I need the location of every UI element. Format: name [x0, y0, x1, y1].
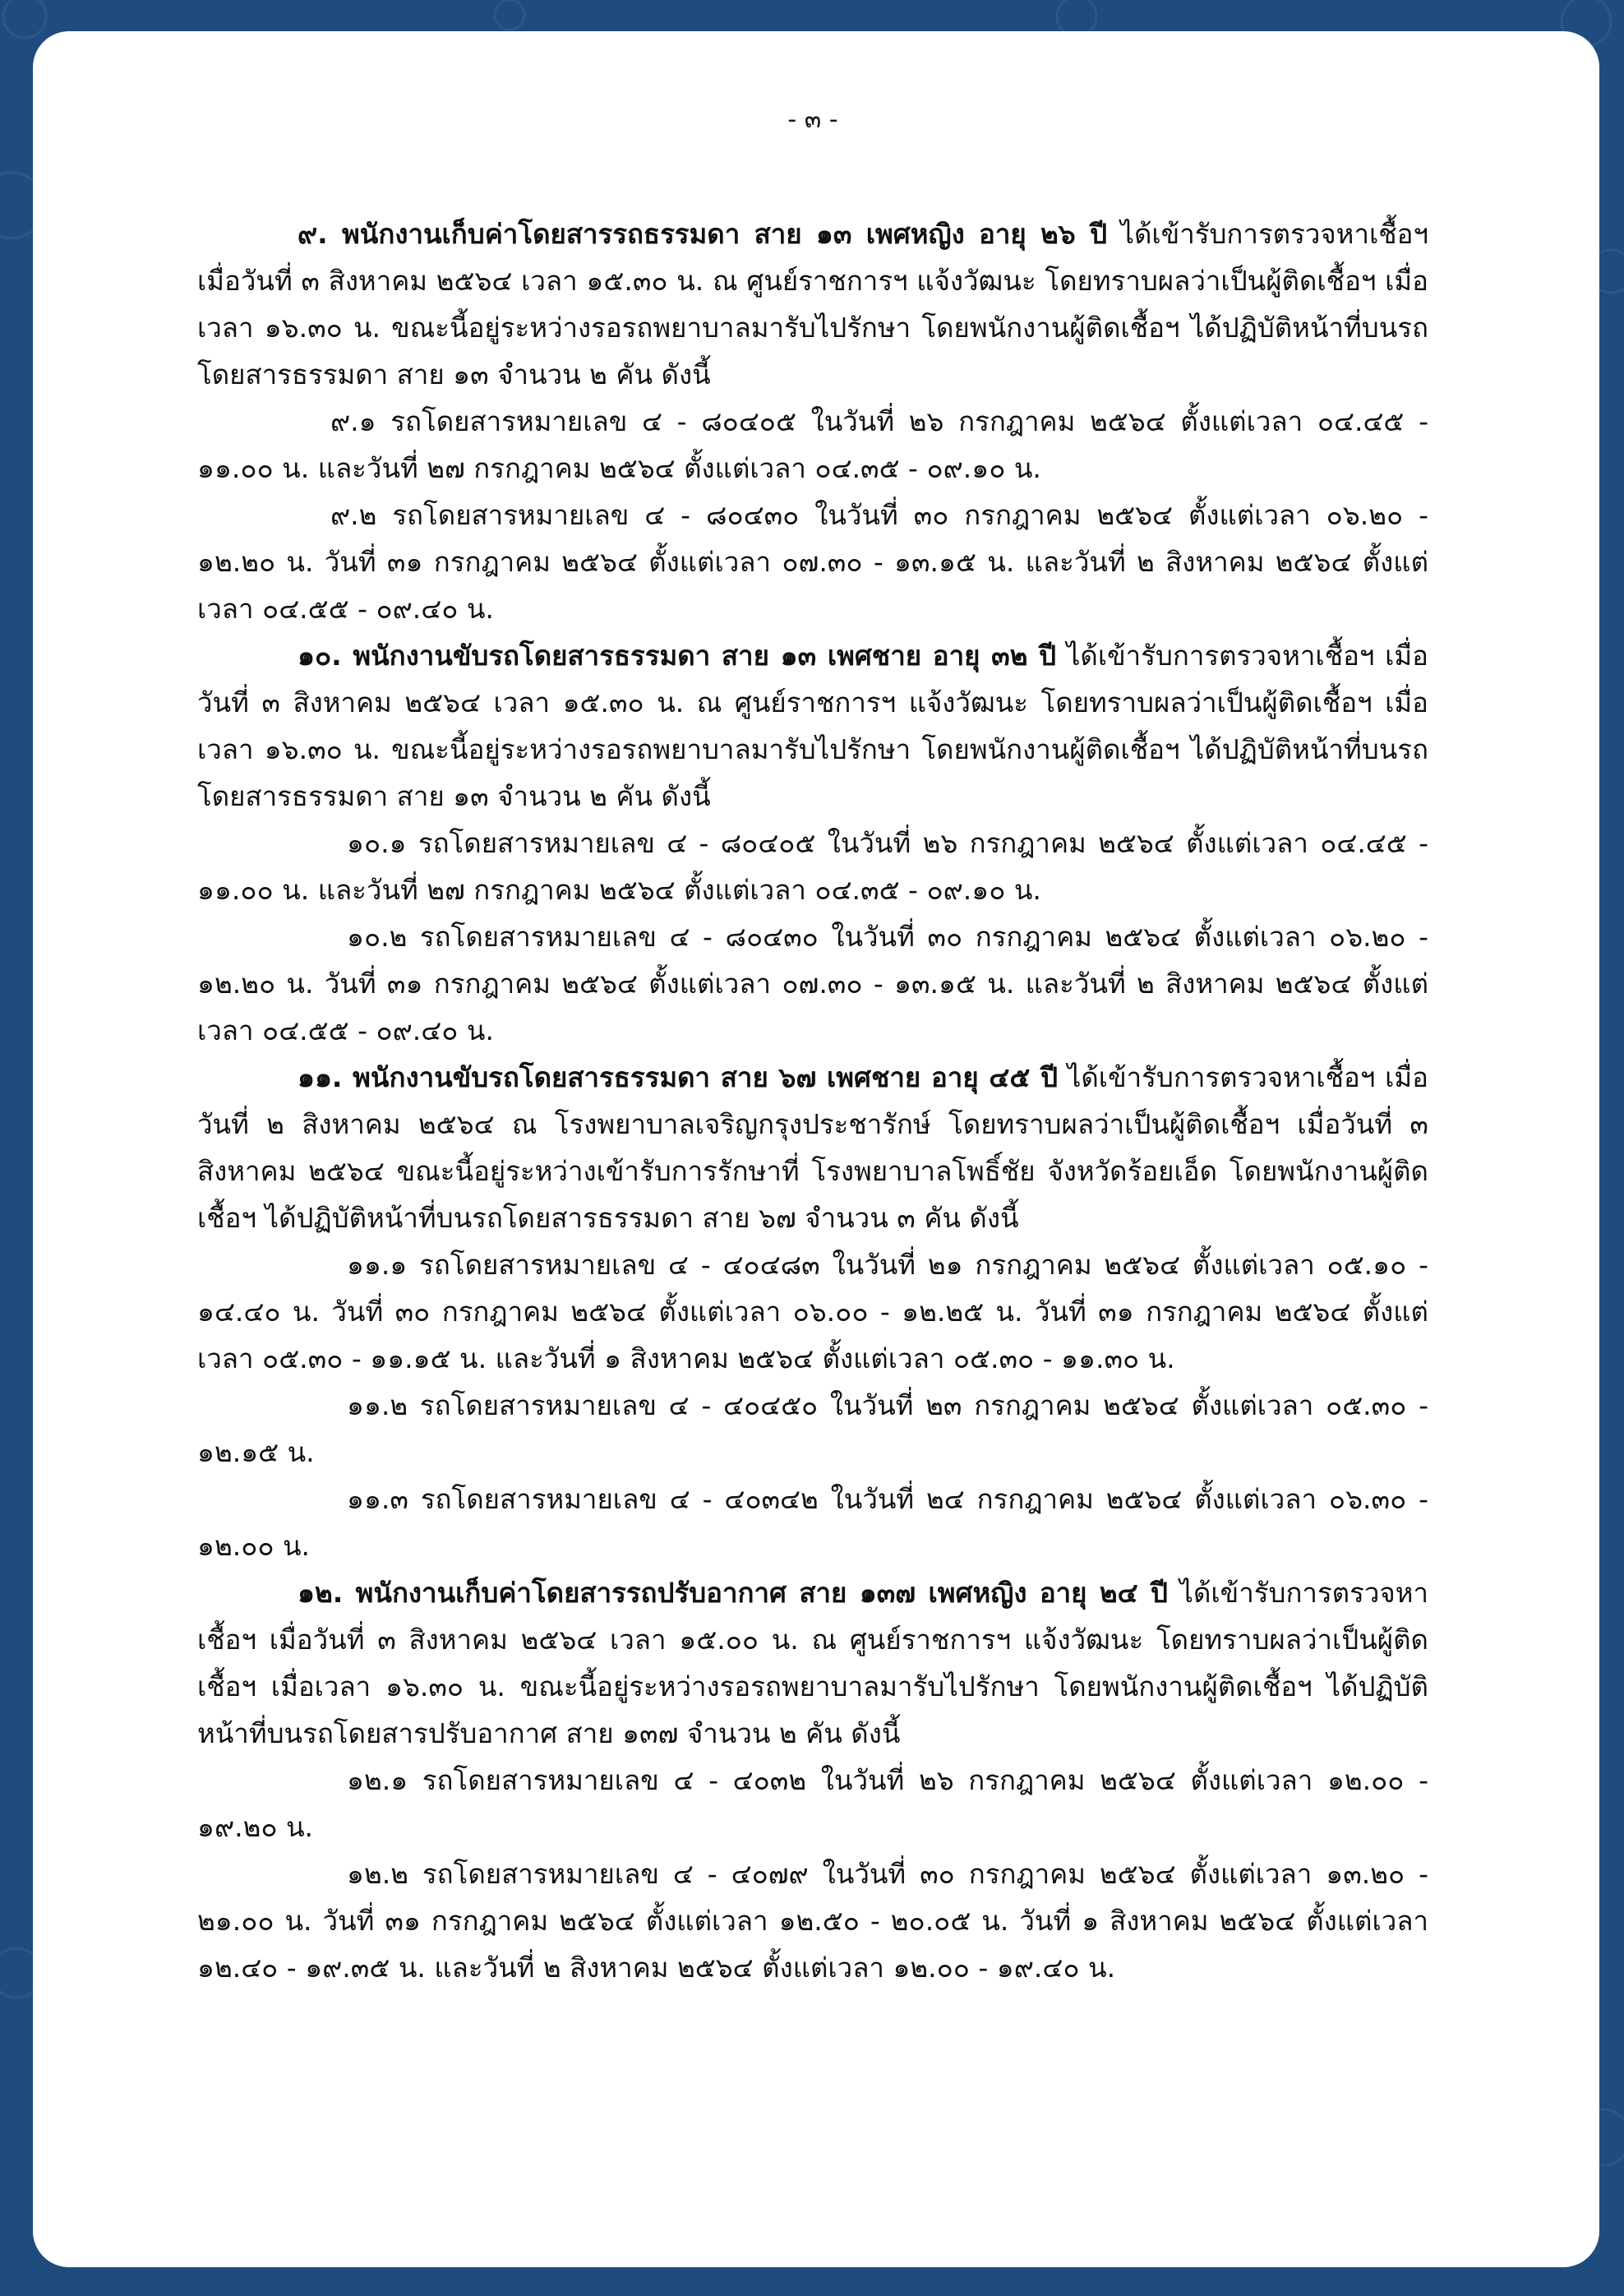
item-text: ได้เข้ารับการตรวจหาเชื้อฯ เมื่อวันที่ ๓ สิงหาคม ๒๕๖๔ เวลา ๑๕.๓๐ น. ณ ศูนย์ราชการฯ แจ้งวัฒนะ โดยทราบผลว่าเป็นผู้ติดเชื้อฯ เมื่อเวลา ๑๖.๓๐ น. ขณะนี้อยู่ระหว่างรอรถพยาบาลมารับไปรักษา โดยพนักงานผู้ติดเชื้อฯ ได้ปฏิบัติหน้าที่บนรถโดยสารธรรมดา สาย ๑๓ จำนวน ๒ คัน ดังนี้ — [197, 218, 1428, 390]
sub-item-9-1: ๙.๑ รถโดยสารหมายเลข ๔ - ๘๐๔๐๕ ในวันที่ ๒๖ กรกฎาคม ๒๕๖๔ ตั้งแต่เวลา ๐๔.๔๕ - ๑๑.๐๐ น. และวันที่ ๒๗ กรกฎาคม ๒๕๖๔ ตั้งแต่เวลา ๐๔.๓๕ - ๐๙.๑๐ น. — [197, 405, 1428, 484]
paragraph-item-9 — [197, 210, 1428, 398]
sub-item-12-2: ๑๒.๒ รถโดยสารหมายเลข ๔ - ๔๐๗๙ ในวันที่ ๓๐ กรกฎาคม ๒๕๖๔ ตั้งแต่เวลา ๑๓.๒๐ - ๒๑.๐๐ น. วันที่ ๓๑ กรกฎาคม ๒๕๖๔ ตั้งแต่เวลา ๑๒.๕๐ - ๒๐.๐๕ น. วันที่ ๑ สิงหาคม ๒๕๖๔ ตั้งแต่เวลา ๑๒.๔๐ - ๑๙.๓๕ น. และวันที่ ๒ สิงหาคม ๒๕๖๔ ตั้งแต่เวลา ๑๒.๐๐ - ๑๙.๔๐ น. — [197, 1858, 1428, 1984]
document-page — [33, 31, 1599, 2267]
item-heading: ๙. พนักงานเก็บค่าโดยสารรถธรรมดา สาย ๑๓ เพศหญิง อายุ ๒๖ ปี — [298, 218, 1108, 250]
sub-item-12-1: ๑๒.๑ รถโดยสารหมายเลข ๔ - ๔๐๓๒ ในวันที่ ๒๖ กรกฎาคม ๒๕๖๔ ตั้งแต่เวลา ๑๒.๐๐ - ๑๙.๒๐ น. — [197, 1764, 1428, 1843]
item-heading: ๑๒. พนักงานเก็บค่าโดยสารรถปรับอากาศ สาย ๑๓๗ เพศหญิง อายุ ๒๔ ปี — [298, 1577, 1168, 1609]
sub-item-9-2: ๙.๒ รถโดยสารหมายเลข ๔ - ๘๐๔๓๐ ในวันที่ ๓๐ กรกฎาคม ๒๕๖๔ ตั้งแต่เวลา ๐๖.๒๐ - ๑๒.๒๐ น. วันที่ ๓๑ กรกฎาคม ๒๕๖๔ ตั้งแต่เวลา ๐๗.๓๐ - ๑๓.๑๕ น. และวันที่ ๒ สิงหาคม ๒๕๖๔ ตั้งแต่เวลา ๐๔.๕๕ - ๐๙.๔๐ น. — [197, 499, 1428, 625]
sub-item-10-1: ๑๐.๑ รถโดยสารหมายเลข ๔ - ๘๐๔๐๕ ในวันที่ ๒๖ กรกฎาคม ๒๕๖๔ ตั้งแต่เวลา ๐๔.๔๕ - ๑๑.๐๐ น. และวันที่ ๒๗ กรกฎาคม ๒๕๖๔ ตั้งแต่เวลา ๐๔.๓๕ - ๐๙.๑๐ น. — [197, 827, 1428, 906]
paragraph-item-11 — [197, 1054, 1428, 1241]
sub-item-11-2: ๑๑.๒ รถโดยสารหมายเลข ๔ - ๔๐๔๕๐ ในวันที่ ๒๓ กรกฎาคม ๒๕๖๔ ตั้งแต่เวลา ๐๕.๓๐ - ๑๒.๑๕ น. — [197, 1389, 1428, 1468]
paragraph-item-12 — [197, 1569, 1428, 1757]
sub-item-10-2: ๑๐.๒ รถโดยสารหมายเลข ๔ - ๘๐๔๓๐ ในวันที่ ๓๐ กรกฎาคม ๒๕๖๔ ตั้งแต่เวลา ๐๖.๒๐ - ๑๒.๒๐ น. วันที่ ๓๑ กรกฎาคม ๒๕๖๔ ตั้งแต่เวลา ๐๗.๓๐ - ๑๓.๑๕ น. และวันที่ ๒ สิงหาคม ๒๕๖๔ ตั้งแต่เวลา ๐๔.๕๕ - ๐๙.๔๐ น. — [197, 921, 1428, 1046]
item-heading: ๑๐. พนักงานขับรถโดยสารธรรมดา สาย ๑๓ เพศชาย อายุ ๓๒ ปี — [298, 640, 1057, 672]
paragraph-item-10 — [197, 632, 1428, 820]
item-text: ได้เข้ารับการตรวจหาเชื้อฯ เมื่อวันที่ ๓ สิงหาคม ๒๕๖๔ เวลา ๑๕.๐๐ น. ณ ศูนย์ราชการฯ แจ้งวัฒนะ โดยทราบผลว่าเป็นผู้ติดเชื้อฯ เมื่อเวลา ๑๖.๓๐ น. ขณะนี้อยู่ระหว่างรอรถพยาบาลมารับไปรักษา โดยพนักงานผู้ติดเชื้อฯ ได้ปฏิบัติหน้าที่บนรถโดยสารปรับอากาศ สาย ๑๓๗ จำนวน ๒ คัน ดังนี้ — [197, 1577, 1428, 1749]
sub-item-11-3: ๑๑.๓ รถโดยสารหมายเลข ๔ - ๔๐๓๔๒ ในวันที่ ๒๔ กรกฎาคม ๒๕๖๔ ตั้งแต่เวลา ๐๖.๓๐ - ๑๒.๐๐ น. — [197, 1483, 1428, 1562]
paragraph-list — [197, 210, 1428, 1991]
item-heading: ๑๑. พนักงานขับรถโดยสารธรรมดา สาย ๖๗ เพศชาย อายุ ๔๕ ปี — [298, 1061, 1059, 1093]
item-text: ได้เข้ารับการตรวจหาเชื้อฯ เมื่อวันที่ ๓ สิงหาคม ๒๕๖๔ เวลา ๑๕.๓๐ น. ณ ศูนย์ราชการฯ แจ้งวัฒนะ โดยทราบผลว่าเป็นผู้ติดเชื้อฯ เมื่อเวลา ๑๖.๓๐ น. ขณะนี้อยู่ระหว่างรอรถพยาบาลมารับไปรักษา โดยพนักงานผู้ติดเชื้อฯ ได้ปฏิบัติหน้าที่บนรถโดยสารธรรมดา สาย ๑๓ จำนวน ๒ คัน ดังนี้ — [197, 640, 1428, 812]
item-text: ได้เข้ารับการตรวจหาเชื้อฯ เมื่อวันที่ ๒ สิงหาคม ๒๕๖๔ ณ โรงพยาบาลเจริญกรุงประชารักษ์ โดยทราบผลว่าเป็นผู้ติดเชื้อฯ เมื่อวันที่ ๓ สิงหาคม ๒๕๖๔ ขณะนี้อยู่ระหว่างเข้ารับการรักษาที่ โรงพยาบาลโพธิ์ชัย จังหวัดร้อยเอ็ด โดยพนักงานผู้ติดเชื้อฯ ได้ปฏิบัติหน้าที่บนรถโดยสารธรรมดา สาย ๖๗ จำนวน ๓ คัน ดังนี้ — [197, 1061, 1428, 1234]
page-number: - ๓ - — [787, 105, 838, 134]
sub-item-11-1: ๑๑.๑ รถโดยสารหมายเลข ๔ - ๔๐๔๘๓ ในวันที่ ๒๑ กรกฎาคม ๒๕๖๔ ตั้งแต่เวลา ๐๕.๑๐ - ๑๔.๔๐ น. วันที่ ๓๐ กรกฎาคม ๒๕๖๔ ตั้งแต่เวลา ๐๖.๐๐ - ๑๒.๒๕ น. วันที่ ๓๑ กรกฎาคม ๒๕๖๔ ตั้งแต่เวลา ๐๕.๓๐ - ๑๑.๑๕ น. และวันที่ ๑ สิงหาคม ๒๕๖๔ ตั้งแต่เวลา ๐๕.๓๐ - ๑๑.๓๐ น. — [197, 1249, 1428, 1374]
